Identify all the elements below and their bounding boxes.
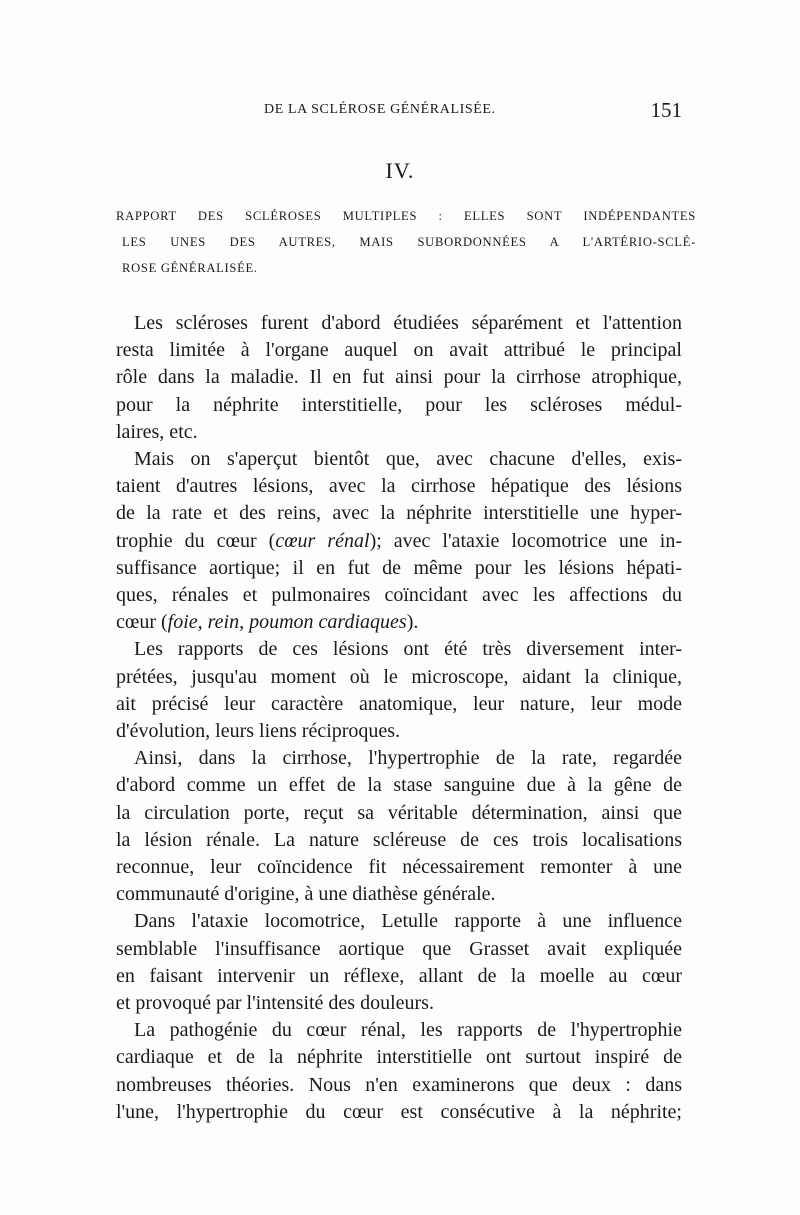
text-line: ait précisé leur caractère anatomique, leur nature, leur mode: [116, 692, 682, 715]
text-line: communauté d'origine, à une diathèse générale.: [116, 883, 496, 906]
paragraph-6: [116, 1017, 682, 1126]
body-text: [116, 310, 682, 1126]
text-segment: cœur (: [116, 611, 168, 634]
text-segment: trophie du cœur (: [116, 529, 276, 552]
text-line: la lésion rénale. La nature scléreuse de ces trois localisations: [116, 828, 682, 851]
section-heading-line: ROSE GÉNÉRALISÉE.: [122, 261, 258, 275]
text-line: nombreuses théories. Nous n'en examinerons que deux : dans: [116, 1073, 682, 1096]
text-line: la circulation porte, reçut sa véritable détermination, ainsi que: [116, 801, 682, 824]
running-header: [116, 98, 684, 126]
text-line: La pathogénie du cœur rénal, les rapports de l'hypertrophie: [134, 1019, 682, 1042]
text-line: laires, etc.: [116, 420, 198, 443]
text-line: semblable l'insuffisance aortique que Grasset avait expliquée: [116, 937, 682, 960]
running-title: DE LA SCLÉROSE GÉNÉRALISÉE.: [264, 102, 496, 117]
text-line: resta limitée à l'organe auquel on avait attribué le principal: [116, 339, 682, 362]
text-line: Ainsi, dans la cirrhose, l'hypertrophie de la rate, regardée: [134, 747, 682, 770]
page-number: 151: [650, 98, 682, 122]
text-line: taient d'autres lésions, avec la cirrhose hépatique des lésions: [116, 475, 682, 498]
text-line: d'abord comme un effet de la stase sanguine due à la gêne de: [116, 774, 682, 797]
text-line: cardiaque et de la néphrite interstitielle ont surtout inspiré de: [116, 1046, 682, 1069]
text-line: d'évolution, leurs liens réciproques.: [116, 720, 401, 743]
paragraph-4: [116, 745, 682, 908]
text-line: de la rate et des reins, avec la néphrite interstitielle une hyper-: [116, 502, 682, 525]
section-heading: [116, 203, 696, 281]
text-line: pour la néphrite interstitielle, pour les scléroses médul-: [116, 393, 682, 416]
text-line: prétées, jusqu'au moment où le microscope, aidant la clinique,: [116, 665, 682, 688]
paragraph-3: [116, 636, 682, 745]
text-line: ques, rénales et pulmonaires coïncidant avec les affections du: [116, 584, 682, 607]
italic-term: foie, rein, poumon cardiaques: [167, 611, 407, 634]
section-number: IV.: [385, 158, 415, 183]
paragraph-5: [116, 908, 682, 1017]
text-line: Les rapports de ces lésions ont été très diversement inter-: [134, 638, 682, 661]
paragraph-1: [116, 310, 682, 446]
text-line: l'une, l'hypertrophie du cœur est consécutive à la néphrite;: [116, 1100, 682, 1123]
text-line: suffisance aortique; il en fut de même pour les lésions hépati-: [116, 556, 682, 579]
italic-term: cœur rénal: [275, 529, 370, 552]
text-line: Les scléroses furent d'abord étudiées séparément et l'attention: [134, 312, 682, 334]
text-line: et provoqué par l'intensité des douleurs.: [116, 992, 434, 1015]
text-line: [116, 609, 682, 636]
text-line: [116, 528, 682, 555]
section-heading-line: RAPPORT DES SCLÉROSES MULTIPLES : ELLES SONT INDÉPENDANTES: [116, 209, 696, 223]
text-segment: ); avec l'ataxie locomotrice une in-: [369, 529, 682, 552]
text-line: Mais on s'aperçut bientôt que, avec chacune d'elles, exis-: [134, 448, 682, 471]
text-line: rôle dans la maladie. Il en fut ainsi pour la cirrhose atrophique,: [116, 366, 682, 389]
text-line: en faisant intervenir un réflexe, allant de la moelle au cœur: [116, 964, 682, 987]
section-heading-line: LES UNES DES AUTRES, MAIS SUBORDONNÉES A L'ARTÉRIO-SCLÉ-: [122, 235, 696, 249]
text-line: reconnue, leur coïncidence fit nécessairement remonter à une: [116, 856, 682, 879]
paragraph-2: [116, 446, 682, 636]
text-segment: ).: [406, 611, 419, 634]
text-line: Dans l'ataxie locomotrice, Letulle rapporte à une influence: [134, 910, 682, 933]
